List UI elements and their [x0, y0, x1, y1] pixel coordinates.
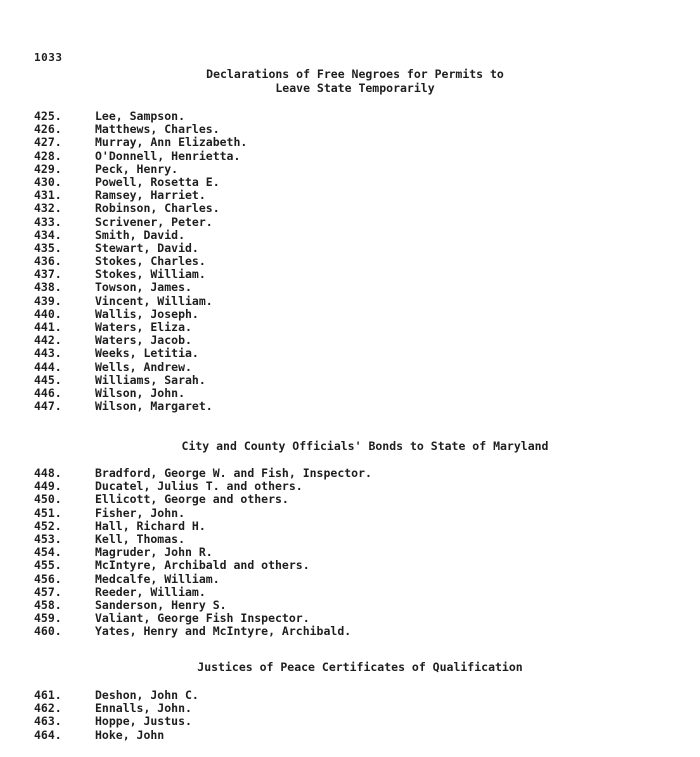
- entry-number: 432.: [34, 201, 62, 216]
- entry-number: 456.: [34, 571, 62, 586]
- entry-name: Stokes, Charles.: [95, 254, 206, 269]
- entry-number: 426.: [34, 122, 62, 137]
- entry-name: Magruder, John R.: [95, 545, 213, 560]
- entry-number: 428.: [34, 148, 62, 163]
- entry-number: 451.: [34, 505, 62, 520]
- entry-name: Matthews, Charles.: [95, 122, 220, 137]
- entry-name: Ellicott, George and others.: [95, 492, 289, 507]
- entry-name: Williams, Sarah.: [95, 372, 206, 387]
- page-number: 1033: [34, 51, 63, 64]
- entry-number: 431.: [34, 188, 62, 203]
- entry-name: Stokes, William.: [95, 267, 206, 282]
- entry-name: Weeks, Letitia.: [95, 346, 199, 361]
- entry-name: Bradford, George W. and Fish, Inspector.: [95, 466, 372, 480]
- section-heading-justices-of-peace: Justices of Peace Certificates of Qualification: [197, 660, 523, 674]
- entry-name: Yates, Henry and McIntyre, Archibald.: [95, 624, 352, 639]
- entry-name: Hall, Richard H.: [95, 518, 206, 533]
- entry-name: Murray, Ann Elizabeth.: [95, 135, 248, 150]
- entry-name: Sanderson, Henry S.: [95, 597, 227, 612]
- entry-number: 438.: [34, 280, 62, 295]
- entry-number: 457.: [34, 584, 62, 599]
- entry-number: 463.: [34, 714, 62, 729]
- entry-name: Waters, Jacob.: [95, 333, 192, 348]
- entry-number: 449.: [34, 479, 62, 494]
- entry-name: Waters, Eliza.: [95, 320, 192, 334]
- entry-number: 436.: [34, 254, 62, 269]
- entry-number: 453.: [34, 531, 62, 546]
- entry-name: Ramsey, Harriet.: [95, 188, 206, 203]
- entry-number: 444.: [34, 359, 62, 374]
- entry-number: 462.: [34, 701, 62, 716]
- entry-number: 455.: [34, 558, 62, 573]
- entry-number: 443.: [34, 346, 62, 361]
- document-title-line-1: Declarations of Free Negroes for Permits to: [206, 67, 504, 81]
- section-heading-officials-bonds: City and County Officials' Bonds to State of Maryland: [181, 439, 549, 453]
- entry-name: Deshon, John C.: [95, 688, 199, 702]
- entry-number: 445.: [34, 372, 62, 387]
- entry-name: O'Donnell, Henrietta.: [95, 148, 241, 163]
- entry-number: 459.: [34, 611, 62, 626]
- entry-name: Fisher, John.: [95, 505, 186, 520]
- entry-number: 447.: [34, 399, 62, 414]
- entry-name: Hoppe, Justus.: [95, 714, 192, 729]
- entry-name: Stewart, David.: [95, 240, 199, 255]
- entry-name: Powell, Rosetta E.: [95, 174, 220, 189]
- entry-name: Reeder, William.: [95, 584, 206, 599]
- entry-number: 430.: [34, 174, 62, 189]
- entry-number: 425.: [34, 109, 62, 123]
- entry-name: Robinson, Charles.: [95, 201, 220, 216]
- entry-name: Lee, Sampson.: [95, 109, 186, 123]
- entry-number: 452.: [34, 518, 62, 533]
- entry-name: Towson, James.: [95, 280, 192, 295]
- entry-name: Wilson, John.: [95, 385, 186, 400]
- entry-name: Ennalls, John.: [95, 701, 192, 716]
- entry-name: Kell, Thomas.: [95, 531, 186, 546]
- entry-number: 450.: [34, 492, 62, 507]
- entry-number: 448.: [34, 466, 62, 480]
- entry-number: 439.: [34, 293, 62, 308]
- entry-number: 427.: [34, 135, 62, 150]
- entry-number: 458.: [34, 597, 62, 612]
- entry-name: Valiant, George Fish Inspector.: [95, 611, 310, 626]
- entry-name: Peck, Henry.: [95, 161, 179, 176]
- entry-number: 429.: [34, 161, 62, 176]
- entry-number: 440.: [34, 306, 62, 321]
- entry-number: 464.: [34, 727, 62, 742]
- entry-name: Wilson, Margaret.: [95, 399, 213, 414]
- entry-number: 435.: [34, 240, 62, 255]
- entry-name: Hoke, John: [95, 727, 165, 742]
- entry-number: 461.: [34, 688, 62, 702]
- entry-name: Wells, Andrew.: [95, 359, 192, 374]
- entry-number: 460.: [34, 624, 62, 639]
- entry-name: Vincent, William.: [95, 293, 213, 308]
- entry-number: 446.: [34, 385, 62, 400]
- entry-number: 442.: [34, 333, 62, 348]
- entry-name: Smith, David.: [95, 227, 186, 242]
- entry-name: Ducatel, Julius T. and others.: [95, 479, 303, 494]
- entry-number: 454.: [34, 545, 62, 560]
- entry-name: Medcalfe, William.: [95, 571, 220, 586]
- document-title-line-2: Leave State Temporarily: [275, 81, 435, 95]
- entry-name: Scrivener, Peter.: [95, 214, 213, 229]
- entry-number: 434.: [34, 227, 62, 242]
- entry-name: Wallis, Joseph.: [95, 306, 199, 321]
- entry-number: 433.: [34, 214, 62, 229]
- entry-number: 441.: [34, 320, 62, 334]
- entry-number: 437.: [34, 267, 62, 282]
- entry-name: McIntyre, Archibald and others.: [95, 558, 310, 573]
